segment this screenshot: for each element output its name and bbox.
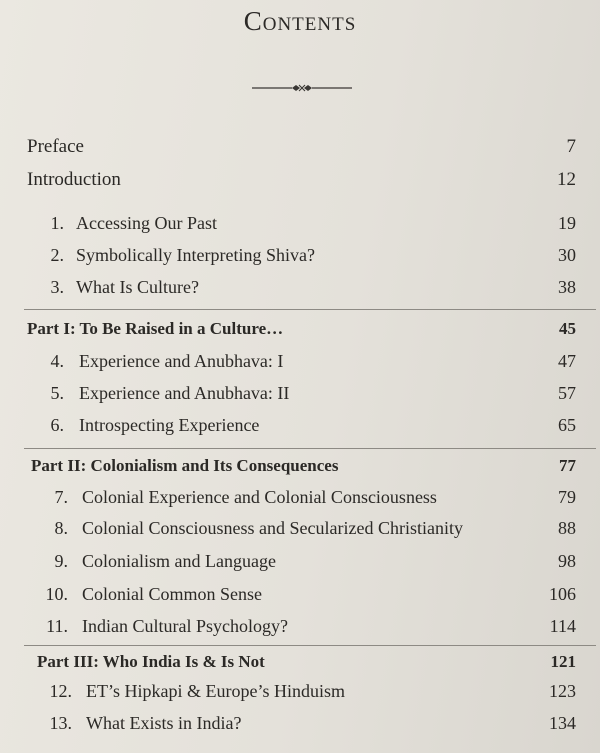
entry-page: 106 <box>549 584 576 604</box>
entry-number: 11. <box>46 616 68 636</box>
toc-entry-chapter-12[interactable] <box>0 681 600 709</box>
entry-page: 57 <box>558 383 576 403</box>
entry-number: 1. <box>50 213 64 233</box>
toc-entry-chapter-13[interactable] <box>0 713 600 741</box>
entry-number: 3. <box>50 277 64 297</box>
entry-page: 88 <box>558 518 576 538</box>
entry-title: Colonial Experience and Colonial Consciousness <box>82 487 437 507</box>
toc-entry-chapter-6[interactable] <box>0 415 600 443</box>
entry-title: Indian Cultural Psychology? <box>82 616 288 636</box>
entry-page: 12 <box>557 169 576 190</box>
entry-title: What Exists in India? <box>86 713 242 733</box>
entry-title: ET’s Hipkapi & Europe’s Hinduism <box>86 681 345 701</box>
part-divider <box>24 645 596 646</box>
toc-entry-chapter-1[interactable] <box>0 213 600 241</box>
toc-entry-introduction[interactable] <box>0 169 600 197</box>
toc-part-3[interactable] <box>0 652 600 680</box>
part-page: 45 <box>559 319 576 338</box>
part-page: 121 <box>550 652 576 671</box>
toc-entry-chapter-5[interactable] <box>0 383 600 411</box>
entry-title: Experience and Anubhava: II <box>79 383 290 403</box>
entry-number: 9. <box>54 551 68 571</box>
entry-number: 12. <box>49 681 72 701</box>
entry-title: Preface <box>27 136 84 157</box>
entry-title: What Is Culture? <box>76 277 199 297</box>
entry-title: Colonial Common Sense <box>82 584 262 604</box>
entry-number: 10. <box>45 584 68 604</box>
entry-number: 6. <box>50 415 64 435</box>
entry-page: 114 <box>549 616 576 636</box>
toc-entry-chapter-9[interactable] <box>0 551 600 579</box>
entry-title: Colonialism and Language <box>82 551 276 571</box>
entry-page: 19 <box>558 213 576 233</box>
toc-entry-preface[interactable] <box>0 136 600 164</box>
toc-entry-chapter-7[interactable] <box>0 487 600 515</box>
entry-title: Experience and Anubhava: I <box>79 351 284 371</box>
toc-entry-chapter-10[interactable] <box>0 584 600 612</box>
toc-entry-chapter-4[interactable] <box>0 351 600 379</box>
part-divider <box>24 309 596 310</box>
contents-title: Contents <box>243 6 357 36</box>
entry-number: 13. <box>49 713 72 733</box>
toc-part-1[interactable] <box>0 319 600 347</box>
entry-page: 38 <box>558 277 576 297</box>
part-title: Part III: Who India Is & Is Not <box>37 652 265 671</box>
entry-page: 123 <box>549 681 576 701</box>
toc-entry-chapter-11[interactable] <box>0 616 600 644</box>
entry-page: 134 <box>549 713 576 733</box>
entry-page: 30 <box>558 245 576 265</box>
entry-title: Introduction <box>27 169 121 190</box>
entry-title: Colonial Consciousness and Secularized Christianity <box>82 518 463 538</box>
entry-page: 98 <box>558 551 576 571</box>
ornament-divider-icon <box>252 82 352 94</box>
toc-entry-chapter-2[interactable] <box>0 245 600 273</box>
part-page: 77 <box>559 456 576 475</box>
entry-page: 7 <box>566 136 576 157</box>
toc-part-2[interactable] <box>0 456 600 484</box>
part-title: Part II: Colonialism and Its Consequences <box>31 456 339 475</box>
entry-number: 5. <box>50 383 64 403</box>
entry-title: Symbolically Interpreting Shiva? <box>76 245 315 265</box>
entry-number: 7. <box>54 487 68 507</box>
toc-entry-chapter-3[interactable] <box>0 277 600 305</box>
toc-entry-chapter-8[interactable] <box>0 518 600 546</box>
entry-number: 8. <box>54 518 68 538</box>
entry-number: 2. <box>50 245 64 265</box>
entry-title: Introspecting Experience <box>79 415 260 435</box>
entry-page: 79 <box>558 487 576 507</box>
entry-title: Accessing Our Past <box>76 213 217 233</box>
part-title: Part I: To Be Raised in a Culture… <box>27 319 284 338</box>
entry-page: 47 <box>558 351 576 371</box>
entry-number: 4. <box>50 351 64 371</box>
entry-page: 65 <box>558 415 576 435</box>
part-divider <box>24 448 596 449</box>
